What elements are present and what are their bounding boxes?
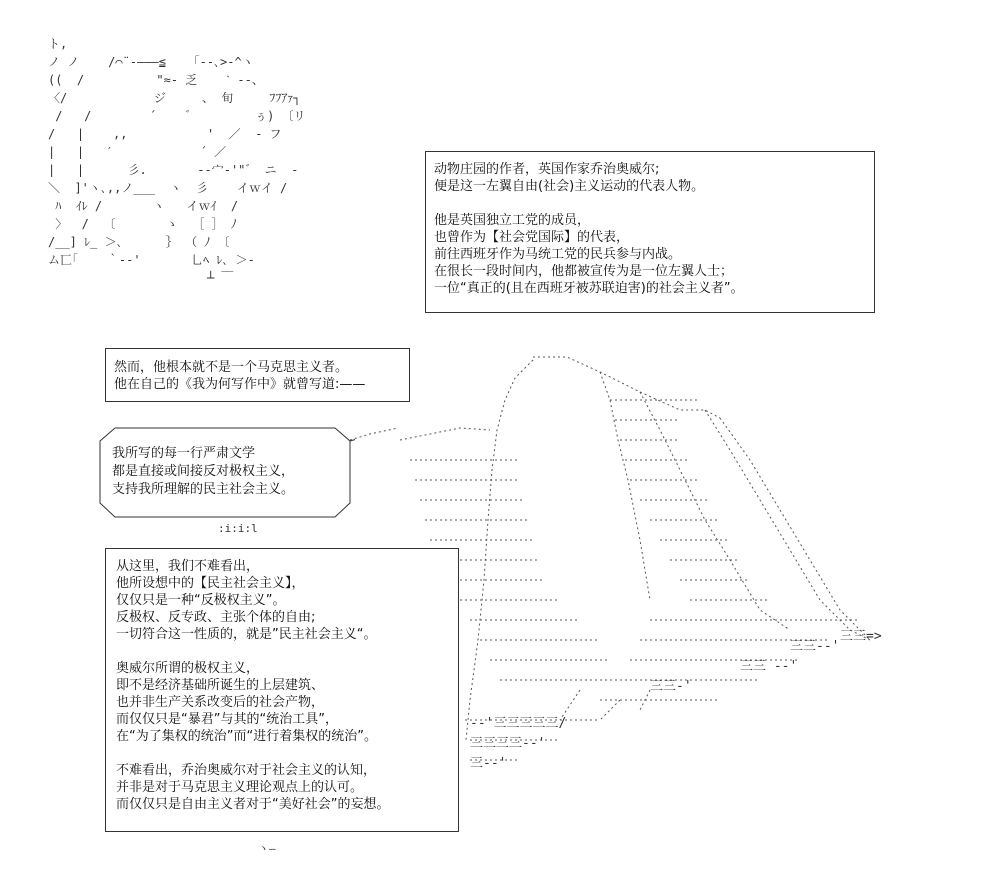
orwell-line-7: 在很长一段时间内，他都被宣传为是一位左翼人士； <box>434 264 734 279</box>
animal-art-line: ﾊ ｲﾚ / ヽ イｗｲ / <box>48 199 239 213</box>
animal-art-line: ト, <box>48 37 68 51</box>
analysis-line-8: 即不是经济基础所诞生的上层建筑、 <box>116 678 325 693</box>
orwell-line-6: 前往西班牙作为马统工党的民兵参与内战。 <box>434 247 682 262</box>
analysis-line-9: 也并非生产关系改变后的社会产物， <box>116 695 325 710</box>
animal-art-line: ┴ ￣ <box>48 271 234 285</box>
speech-line-6: 三三-‐' <box>790 639 840 654</box>
orwell-line-1: 动物庄园的作者，英国作家乔治奥威尔; <box>434 162 660 177</box>
analysis-line-5: 一切符合这一性质的，就是”民主社会主义“。 <box>116 627 377 642</box>
animal-art-line: 〈/ ジ 、 旬 ﾌﾌｱｧ┐ <box>48 91 301 105</box>
animal-art-line: ノ ノ /⌒¨‐———≦ 「‐-､>‐^ヽ <box>48 55 254 69</box>
animal-art-line: / / ´ ゛ ぅ) 〔リ <box>48 109 306 123</box>
speech-line-4: 三三‐' <box>650 679 692 694</box>
analysis-line-4: 反极权、反专政、主张个体的自由; <box>116 610 316 625</box>
speech-line-5: 三三 -‐' <box>740 659 798 674</box>
analysis-box <box>105 548 459 832</box>
however-line-1: 然而，他根本就不是一个马克思主义者。 <box>114 360 349 375</box>
animal-art-line: ム匸｢ ｀-‐' 乚ﾍ ﾚ､ ＞- <box>48 253 255 267</box>
quote-box <box>112 445 352 499</box>
animal-art-line: /__] ﾚ_ ＞､ ｝ （ ﾉ 〔 <box>48 235 230 249</box>
quote-line-2: 都是直接或间接反对极权主义， <box>112 464 295 479</box>
quote-line-1: 我所写的每一行严肃文学 <box>112 446 256 461</box>
analysis-line-11: 在“为了集权的统治”而“进行着集权的统治”。 <box>116 729 377 744</box>
speech-line-1: -‐'三三三三三/ <box>470 716 567 731</box>
animal-art-line: / | ,, ' ／ ‐ フ <box>48 127 282 141</box>
analysis-line-10: 而仅仅只是“暴君”与其的“统治工具”， <box>116 712 338 727</box>
animal-art-line: | | ′ ´ ／ <box>48 145 227 159</box>
orwell-line-2: 便是这一左翼自由(社会)主义运动的代表人物。 <box>434 179 705 194</box>
analysis-line-13: 不难看出，乔治奥威尔对于社会主义的认知， <box>116 763 377 778</box>
dots-mark: :i:i:l <box>218 522 258 535</box>
analysis-line-14: 并非是对于马克思主义理论观点上的认可。 <box>116 780 364 795</box>
orwell-line-5: 也曾作为【社会党国际】的代表， <box>434 230 630 245</box>
analysis-line-15: 而仅仅只是自由主义者对于“美好社会”的妄想。 <box>116 797 390 812</box>
orwell-line-4: 他是英国独立工党的成员， <box>434 213 591 228</box>
speech-line-3: 三-‐' <box>470 756 507 771</box>
however-box <box>105 348 410 402</box>
orwell-intro-box <box>425 151 875 313</box>
animal-art-line: ＼ ]'ヽ､,,ノ___ ヽ 彡 イｗイ / <box>48 181 288 195</box>
orwell-line-8: 一位“真正的(且在西班牙被苏联迫害)的社会主义者”。 <box>434 281 744 296</box>
speech-marks: 三三=> <box>840 629 882 644</box>
speech-line-2: 三三三三-‐' <box>470 736 546 751</box>
animal-art-lines <box>48 37 306 285</box>
analysis-line-2: 他所设想中的【民主社会主义】， <box>116 576 305 591</box>
animal-art-line: | | 彡. -‐宀‐'"゛ ニ ‐ <box>48 163 299 177</box>
analysis-line-3: 仅仅只是一种“反极权主义”。 <box>116 593 286 608</box>
analysis-line-1: 从这里，我们不难看出， <box>116 559 260 574</box>
animal-art-line: 〉 / 〔 ゝ ［ ］ ﾉ <box>48 217 237 231</box>
however-line-2: 他在自己的《我为何写作中》就曾写道:—— <box>114 377 366 392</box>
animal-art-line: (( / "≈- 乏 ˋ ‐-、 <box>48 73 264 87</box>
bottom-mark: ヽ— <box>258 842 276 855</box>
analysis-line-7: 奥威尔所谓的极权主义， <box>116 661 260 676</box>
quote-line-3: 支持我所理解的民主社会主义。 <box>112 482 295 497</box>
